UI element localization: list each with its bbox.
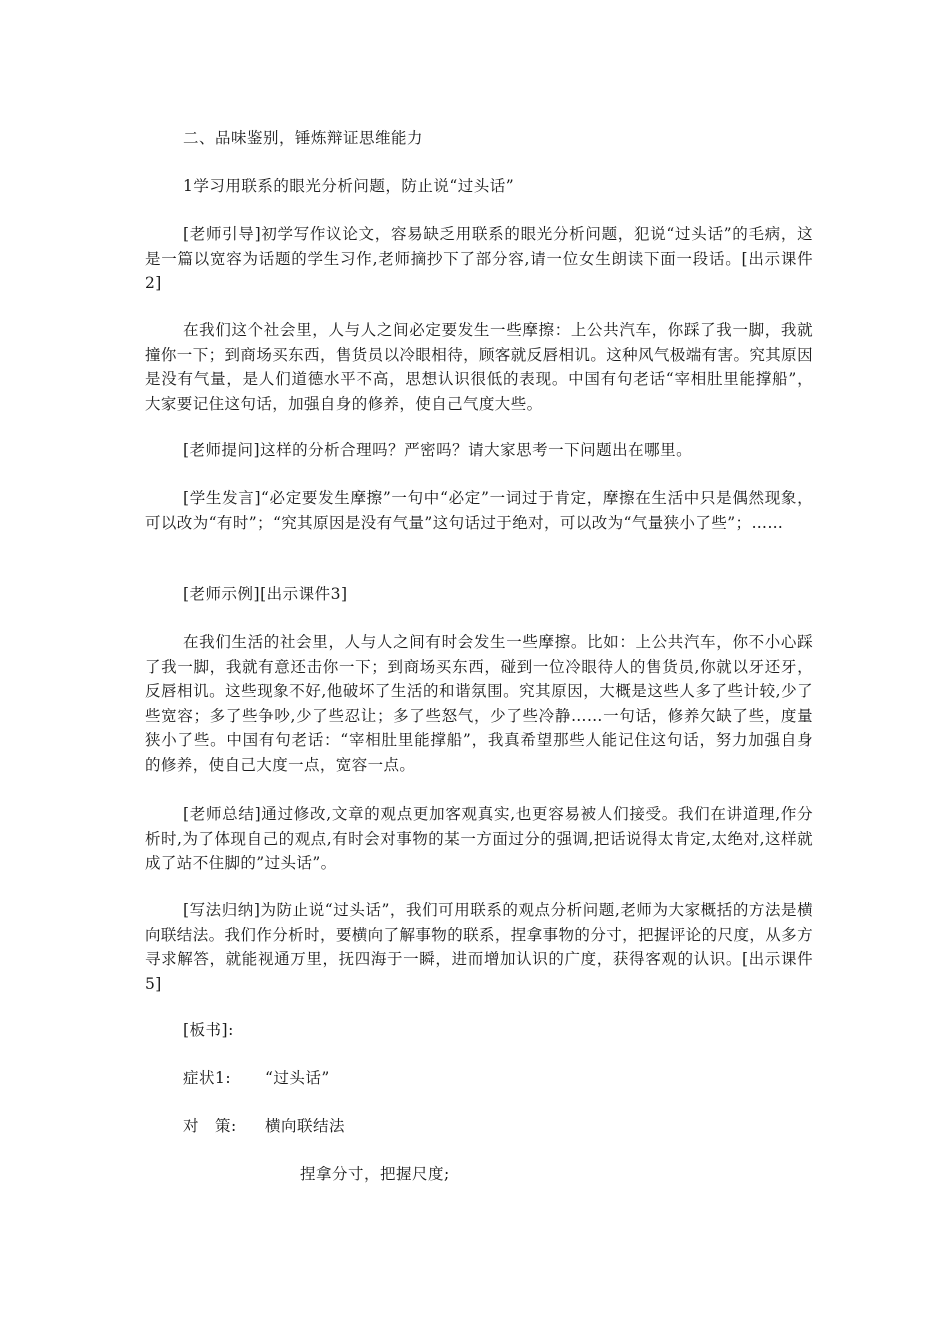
paragraph-student-answer: [学生发言]“必定要发生摩擦”一句中“必定”一词过于肯定，摩擦在生活中只是偶然现象，可以改为“有时”；“究其原因是没有气量”这句话过于绝对，可以改为“气量狭小了些”；…… — [145, 489, 813, 532]
paragraph-writing-summary: [写法归纳]为防止说“过头话”，我们可用联系的观点分析问题,老师为大家概括的方法是横向联结法。我们作分析时，要横向了解事物的联系，捏拿事物的分寸，把握评论的尺度，从多方寻求解答，就能视通万里，抚四海于一瞬，进而增加认识的广度，获得客观的认识。[出示课件5] — [145, 901, 813, 993]
board-measure-label: 对 策: — [183, 1117, 237, 1135]
board-title: [板书]: — [183, 1021, 234, 1039]
board-detail: 捏拿分寸，把握尺度; — [300, 1165, 450, 1183]
paragraph-student-essay: 在我们这个社会里，人与人之间必定要发生一些摩擦：上公共汽车，你踩了我一脚，我就撞你一下；到商场买东西，售货员以冷眼相待，顾客就反唇相讥。这种风气极端有害。究其原因是没有气量，是人们道德水平不高，思想认识很低的表现。中国有句老话“宰相肚里能撑船”，大家要记住这句话，加强自身的修养，使自己气度大些。 — [145, 321, 813, 413]
section-heading: 二、品味鉴别，锤炼辩证思维能力 — [183, 129, 424, 147]
paragraph-teacher-summary: [老师总结]通过修改,文章的观点更加客观真实,也更容易被人们接受。我们在讲道理,作分析时,为了体现自己的观点,有时会对事物的某一方面过分的强调,把话说得太肯定,太绝对,这样就成了站不住脚的”过头话”。 — [145, 805, 813, 872]
paragraph-teacher-question: [老师提问]这样的分析合理吗？严密吗？请大家思考一下问题出在哪里。 — [183, 441, 693, 459]
paragraph-revised-essay: 在我们生活的社会里，人与人之间有时会发生一些摩擦。比如：上公共汽车，你不小心踩了我一脚，我就有意还击你一下；到商场买东西，碰到一位冷眼待人的售货员,你就以牙还牙，反唇相讥。这些现象不好,他破坏了生活的和谐氛围。究其原因，大概是这些人多了些计较,少了些宽容；多了些争吵,少了些忍让；多了些怒气，少了些冷静……一句话，修养欠缺了些，度量狭小了些。中国有句老话：“宰相肚里能撑船”，我真希望那些人能记住这句话，努力加强自身的修养，使自己大度一点，宽容一点。 — [145, 633, 813, 774]
board-symptom-row — [183, 1066, 853, 1090]
board-measure-row — [183, 1114, 853, 1138]
subsection-heading: 1学习用联系的眼光分析问题，防止说“过头话” — [183, 177, 515, 195]
board-symptom-label: 症状1: — [183, 1069, 232, 1087]
board-symptom-value: “过头话” — [265, 1069, 330, 1087]
paragraph-teacher-example: [老师示例][出示课件3] — [183, 585, 348, 603]
board-measure-value: 横向联结法 — [265, 1117, 346, 1135]
paragraph-teacher-guide: [老师引导]初学写作议论文，容易缺乏用联系的眼光分析问题，犯说“过头话”的毛病，这是一篇以宽容为话题的学生习作,老师摘抄下了部分容,请一位女生朗读下面一段话。[出示课件2] — [145, 225, 813, 292]
